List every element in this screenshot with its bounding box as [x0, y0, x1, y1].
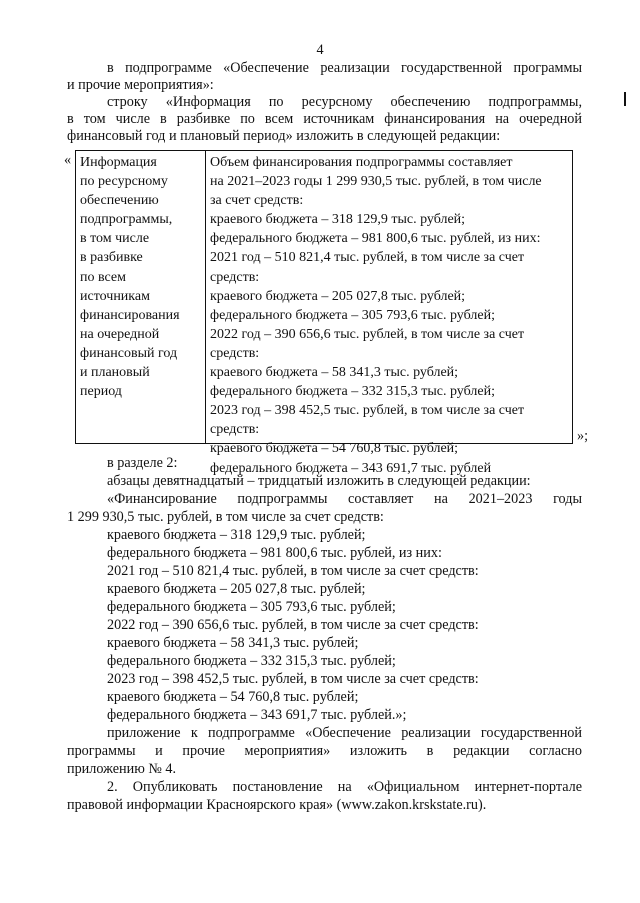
right-line: Объем финансирования подпрограммы составляет — [210, 155, 513, 170]
right-line: федерального бюджета – 332 315,3 тыс. рублей; — [210, 384, 495, 400]
right-line: средств: — [210, 422, 260, 438]
s2-line: 1 299 930,5 тыс. рублей, в том числе за счет средств: — [67, 509, 384, 525]
intro-line-5: финансовый год и плановый период» изложить в следующей редакции: — [67, 128, 501, 144]
table-left-cell — [80, 153, 202, 401]
s2-line: приложение к подпрограмме «Обеспечение реализации государственной — [107, 725, 582, 741]
right-line: федерального бюджета – 305 793,6 тыс. рублей; — [210, 307, 495, 323]
right-line: 2023 год – 398 452,5 тыс. рублей, в том числе за счет — [210, 403, 525, 419]
page-number: 4 — [316, 42, 324, 58]
table-column-divider — [205, 150, 206, 444]
quote-close-mark: »; — [577, 428, 589, 444]
right-line: краевого бюджета – 318 129,9 тыс. рублей; — [210, 212, 466, 228]
left-line: период — [80, 384, 122, 400]
right-line: 2022 год – 390 656,6 тыс. рублей, в том числе за счет — [210, 326, 525, 342]
left-line: Информация — [80, 155, 157, 170]
s2-line: 2021 год – 510 821,4 тыс. рублей, в том числе за счет средств: — [107, 563, 479, 579]
left-line: в том числе — [80, 231, 150, 247]
s2-line: краевого бюджета – 54 760,8 тыс. рублей; — [107, 689, 359, 705]
s2-line: краевого бюджета – 205 027,8 тыс. рублей; — [107, 581, 366, 597]
s2-line: федерального бюджета – 305 793,6 тыс. рублей; — [107, 599, 396, 615]
left-line: подпрограммы, — [80, 212, 173, 228]
right-line: краевого бюджета – 205 027,8 тыс. рублей; — [210, 288, 466, 304]
s2-line: в разделе 2: — [107, 455, 178, 471]
intro-line-3: строку «Информация по ресурсному обеспечению подпрограммы, — [107, 94, 582, 110]
right-line: средств: — [210, 345, 260, 361]
right-line: федерального бюджета – 981 800,6 тыс. рублей, из них: — [210, 231, 541, 247]
margin-mark — [624, 92, 626, 106]
right-line: краевого бюджета – 58 341,3 тыс. рублей; — [210, 365, 459, 381]
left-line: по всем — [80, 269, 126, 285]
s2-line: федерального бюджета – 981 800,6 тыс. рублей, из них: — [107, 545, 442, 561]
intro-line-2: и прочие мероприятия»: — [67, 77, 214, 93]
s2-line: краевого бюджета – 58 341,3 тыс. рублей; — [107, 635, 359, 651]
right-line: федерального бюджета – 343 691,7 тыс. рублей — [210, 460, 492, 476]
s2-line: «Финансирование подпрограммы составляет на 2021–2023 годы — [107, 491, 582, 507]
quote-open-mark: « — [64, 152, 72, 168]
item2-line-2: правовой информации Красноярского края» (www.zakon.krskstate.ru). — [67, 797, 487, 813]
intro-line-1: в подпрограмме «Обеспечение реализации государственной программы — [107, 60, 582, 76]
right-line: средств: — [210, 269, 260, 285]
right-line: на 2021–2023 годы 1 299 930,5 тыс. рублей, в том числе — [210, 174, 542, 190]
s2-line: приложению № 4. — [67, 761, 177, 777]
left-line: и плановый — [80, 365, 150, 381]
right-line: краевого бюджета – 54 760,8 тыс. рублей; — [210, 441, 459, 457]
right-line: 2021 год – 510 821,4 тыс. рублей, в том числе за счет — [210, 250, 525, 266]
left-line: в разбивке — [80, 250, 143, 266]
s2-line: программы и прочие мероприятия» изложить в редакции согласно — [67, 743, 582, 759]
left-line: по ресурсному — [80, 174, 168, 190]
s2-line: абзацы девятнадцатый – тридцатый изложить в следующей редакции: — [107, 473, 531, 489]
left-line: на очередной — [80, 326, 160, 342]
left-line: источникам — [80, 288, 150, 304]
s2-line: 2023 год – 398 452,5 тыс. рублей, в том числе за счет средств: — [107, 671, 479, 687]
table-right-cell — [210, 153, 570, 478]
item2-line-1: 2. Опубликовать постановление на «Официальном интернет-портале — [107, 779, 582, 795]
s2-line: федерального бюджета – 343 691,7 тыс. рублей.»; — [107, 707, 407, 723]
s2-line: 2022 год – 390 656,6 тыс. рублей, в том числе за счет средств: — [107, 617, 479, 633]
left-line: финансирования — [80, 307, 180, 323]
right-line: за счет средств: — [210, 193, 304, 209]
s2-line: федерального бюджета – 332 315,3 тыс. рублей; — [107, 653, 396, 669]
s2-line: краевого бюджета – 318 129,9 тыс. рублей; — [107, 527, 366, 543]
intro-line-4: в том числе в разбивке по всем источникам финансирования на очередной — [67, 111, 582, 127]
left-line: обеспечению — [80, 193, 159, 209]
left-line: финансовый год — [80, 345, 178, 361]
